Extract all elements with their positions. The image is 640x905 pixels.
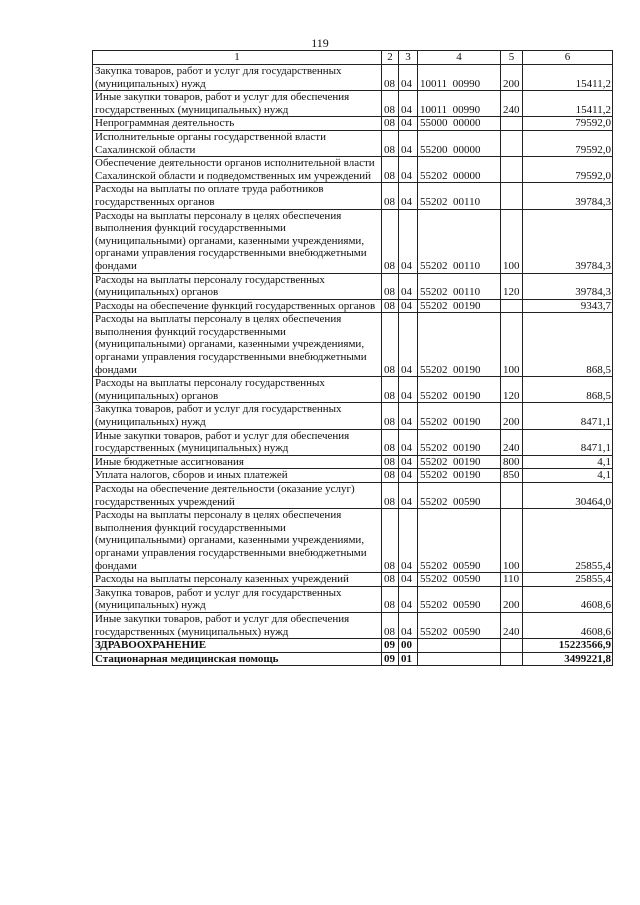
expense-type-cell: 120 [501,273,523,299]
section-code-cell: 08 [382,612,399,638]
row-name-cell: Закупка товаров, работ и услуг для государственных (муниципальных) нужд [93,586,382,612]
subsection-code-cell: 04 [399,130,418,156]
expense-type-cell: 120 [501,377,523,403]
section-code-cell: 08 [382,273,399,299]
section-code-cell: 08 [382,313,399,377]
row-name-cell: Расходы на выплаты персоналу государственных (муниципальных) органов [93,273,382,299]
table-row [93,573,613,587]
amount-cell: 30464,0 [523,483,613,509]
section-code-cell: 08 [382,455,399,469]
row-name-cell: Иные бюджетные ассигнования [93,455,382,469]
subsection-code-cell: 04 [399,65,418,91]
table-row [93,639,613,653]
amount-cell: 3499221,8 [523,652,613,666]
section-code-cell: 08 [382,130,399,156]
row-name-cell: Обеспечение деятельности органов исполнительной власти Сахалинской области и подведомственных им учреждений [93,157,382,183]
row-name-cell: ЗДРАВООХРАНЕНИЕ [93,639,382,653]
table-row [93,313,613,377]
table-row [93,157,613,183]
row-name-cell: Исполнительные органы государственной власти Сахалинской области [93,130,382,156]
amount-cell: 4608,6 [523,586,613,612]
target-article-cell: 55202 00590 [418,612,501,638]
expense-type-cell [501,130,523,156]
subsection-code-cell: 04 [399,403,418,429]
row-name-cell: Расходы на выплаты персоналу государственных (муниципальных) органов [93,377,382,403]
row-name-cell: Расходы на выплаты персоналу казенных учреждений [93,573,382,587]
target-article-cell: 55202 00190 [418,377,501,403]
expense-type-cell [501,183,523,209]
amount-cell: 39784,3 [523,183,613,209]
target-article-cell: 55202 00110 [418,273,501,299]
expense-type-cell: 100 [501,509,523,573]
target-article-cell: 55202 00590 [418,509,501,573]
amount-cell: 868,5 [523,377,613,403]
table-row [93,483,613,509]
row-name-cell: Расходы на выплаты персоналу в целях обеспечения выполнения функций государственными (муниципальными) органами, казенными учреждениями, органами управления государственными внебюджетными фондами [93,509,382,573]
target-article-cell: 10011 00990 [418,65,501,91]
amount-cell: 4,1 [523,455,613,469]
table-row [93,652,613,666]
subsection-code-cell: 04 [399,612,418,638]
column-header: 4 [418,51,501,65]
row-name-cell: Иные закупки товаров, работ и услуг для обеспечения государственных (муниципальных) нужд [93,91,382,117]
target-article-cell: 55202 00190 [418,469,501,483]
section-code-cell: 08 [382,157,399,183]
section-code-cell: 08 [382,573,399,587]
table-row [93,509,613,573]
table-row [93,429,613,455]
section-code-cell: 08 [382,117,399,131]
section-code-cell: 08 [382,483,399,509]
column-header: 3 [399,51,418,65]
section-code-cell: 08 [382,509,399,573]
expense-type-cell: 240 [501,612,523,638]
subsection-code-cell: 04 [399,573,418,587]
expense-type-cell: 240 [501,91,523,117]
amount-cell: 39784,3 [523,209,613,273]
amount-cell: 4,1 [523,469,613,483]
expense-type-cell [501,299,523,313]
subsection-code-cell: 04 [399,117,418,131]
section-code-cell: 08 [382,586,399,612]
amount-cell: 15411,2 [523,91,613,117]
table-row [93,455,613,469]
amount-cell: 8471,1 [523,403,613,429]
table-row [93,273,613,299]
row-name-cell: Уплата налогов, сборов и иных платежей [93,469,382,483]
target-article-cell: 10011 00990 [418,91,501,117]
row-name-cell: Расходы на обеспечение деятельности (оказание услуг) государственных учреждений [93,483,382,509]
expense-type-cell: 110 [501,573,523,587]
section-code-cell: 08 [382,377,399,403]
row-name-cell: Иные закупки товаров, работ и услуг для обеспечения государственных (муниципальных) нужд [93,429,382,455]
target-article-cell: 55202 00590 [418,573,501,587]
table-header-row [93,51,613,65]
amount-cell: 25855,4 [523,573,613,587]
expense-type-cell: 100 [501,313,523,377]
target-article-cell: 55202 00110 [418,183,501,209]
row-name-cell: Расходы на выплаты персоналу в целях обеспечения выполнения функций государственными (муниципальными) органами, казенными учреждениями, органами управления государственными внебюджетными фондами [93,313,382,377]
section-code-cell: 08 [382,91,399,117]
target-article-cell: 55200 00000 [418,130,501,156]
row-name-cell: Непрограммная деятельность [93,117,382,131]
amount-cell: 25855,4 [523,509,613,573]
column-header: 6 [523,51,613,65]
expense-type-cell [501,652,523,666]
section-code-cell: 08 [382,299,399,313]
expense-type-cell: 850 [501,469,523,483]
expense-type-cell: 200 [501,586,523,612]
section-code-cell: 08 [382,469,399,483]
page-number: 119 [311,36,329,50]
amount-cell: 39784,3 [523,273,613,299]
subsection-code-cell: 04 [399,429,418,455]
target-article-cell: 55000 00000 [418,117,501,131]
expense-type-cell: 100 [501,209,523,273]
row-name-cell: Иные закупки товаров, работ и услуг для обеспечения государственных (муниципальных) нужд [93,612,382,638]
target-article-cell [418,652,501,666]
row-name-cell: Стационарная медицинская помощь [93,652,382,666]
table-row [93,117,613,131]
subsection-code-cell: 04 [399,586,418,612]
table-row [93,209,613,273]
target-article-cell: 55202 00190 [418,299,501,313]
row-name-cell: Расходы на выплаты по оплате труда работников государственных органов [93,183,382,209]
expense-type-cell [501,639,523,653]
row-name-cell: Расходы на выплаты персоналу в целях обеспечения выполнения функций государственными (муниципальными) органами, казенными учреждениями, органами управления государственными внебюджетными фондами [93,209,382,273]
target-article-cell: 55202 00190 [418,313,501,377]
column-header: 1 [93,51,382,65]
subsection-code-cell: 04 [399,455,418,469]
amount-cell: 15411,2 [523,65,613,91]
subsection-code-cell: 04 [399,469,418,483]
table-body [93,65,613,666]
subsection-code-cell: 04 [399,313,418,377]
target-article-cell: 55202 00590 [418,483,501,509]
row-name-cell: Расходы на обеспечение функций государственных органов [93,299,382,313]
section-code-cell: 08 [382,403,399,429]
amount-cell: 868,5 [523,313,613,377]
target-article-cell [418,639,501,653]
amount-cell: 9343,7 [523,299,613,313]
amount-cell: 79592,0 [523,157,613,183]
subsection-code-cell: 04 [399,483,418,509]
table-row [93,586,613,612]
subsection-code-cell: 04 [399,509,418,573]
expense-type-cell: 800 [501,455,523,469]
subsection-code-cell: 04 [399,377,418,403]
amount-cell: 15223566,9 [523,639,613,653]
section-code-cell: 08 [382,183,399,209]
expense-type-cell: 200 [501,403,523,429]
table-row [93,469,613,483]
subsection-code-cell: 04 [399,91,418,117]
table-row [93,183,613,209]
table-row [93,377,613,403]
subsection-code-cell: 00 [399,639,418,653]
table-row [93,91,613,117]
table-row [93,65,613,91]
section-code-cell: 09 [382,639,399,653]
target-article-cell: 55202 00000 [418,157,501,183]
row-name-cell: Закупка товаров, работ и услуг для государственных (муниципальных) нужд [93,65,382,91]
budget-table [92,50,613,666]
subsection-code-cell: 04 [399,273,418,299]
table-row [93,403,613,429]
table-row [93,130,613,156]
table-row [93,612,613,638]
column-header: 2 [382,51,399,65]
table-row [93,299,613,313]
amount-cell: 79592,0 [523,117,613,131]
expense-type-cell: 200 [501,65,523,91]
target-article-cell: 55202 00590 [418,586,501,612]
subsection-code-cell: 04 [399,157,418,183]
subsection-code-cell: 04 [399,299,418,313]
section-code-cell: 09 [382,652,399,666]
amount-cell: 4608,6 [523,612,613,638]
target-article-cell: 55202 00110 [418,209,501,273]
subsection-code-cell: 01 [399,652,418,666]
expense-type-cell [501,157,523,183]
target-article-cell: 55202 00190 [418,403,501,429]
section-code-cell: 08 [382,209,399,273]
target-article-cell: 55202 00190 [418,455,501,469]
section-code-cell: 08 [382,65,399,91]
amount-cell: 79592,0 [523,130,613,156]
subsection-code-cell: 04 [399,183,418,209]
section-code-cell: 08 [382,429,399,455]
expense-type-cell: 240 [501,429,523,455]
subsection-code-cell: 04 [399,209,418,273]
column-header: 5 [501,51,523,65]
expense-type-cell [501,117,523,131]
expense-type-cell [501,483,523,509]
target-article-cell: 55202 00190 [418,429,501,455]
amount-cell: 8471,1 [523,429,613,455]
row-name-cell: Закупка товаров, работ и услуг для государственных (муниципальных) нужд [93,403,382,429]
